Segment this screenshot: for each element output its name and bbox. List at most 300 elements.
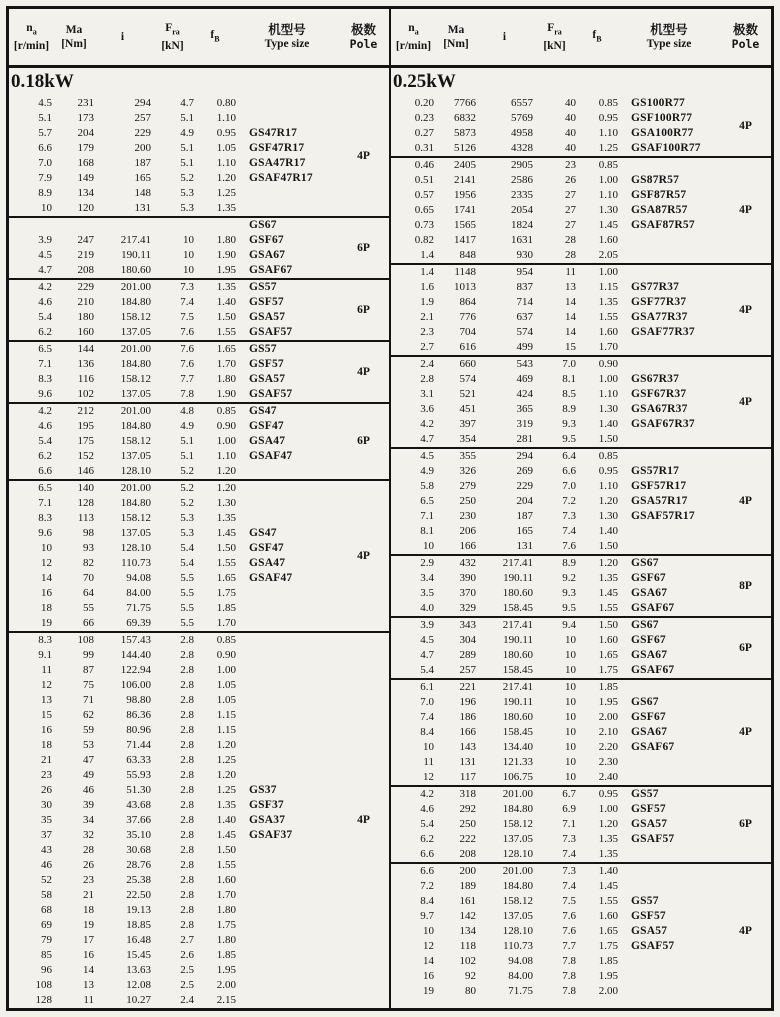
cell-ma: 62 bbox=[83, 709, 94, 721]
cell-fb: 1.25 bbox=[216, 754, 236, 766]
cell-na: 7.0 bbox=[420, 696, 434, 708]
cell-na: 10 bbox=[423, 741, 434, 753]
cell-type-size: GSF67 bbox=[249, 234, 284, 246]
cell-i: 543 bbox=[516, 358, 533, 370]
cell-fb: 1.10 bbox=[598, 127, 618, 139]
cell-ma: 34 bbox=[83, 814, 94, 826]
col-header-radial-force: $F_{ra}$ [kN] bbox=[543, 21, 566, 53]
cell-fb: 1.45 bbox=[598, 219, 618, 231]
cell-type-size: GSF57 bbox=[249, 358, 284, 370]
cell-ma: 59 bbox=[83, 724, 94, 736]
type-group bbox=[9, 402, 389, 479]
cell-na: 7.2 bbox=[420, 880, 434, 892]
cell-fra: 5.3 bbox=[180, 512, 194, 524]
cell-ma: 189 bbox=[459, 880, 476, 892]
cell-i: 19.13 bbox=[126, 904, 151, 916]
cell-type-size bbox=[236, 873, 338, 888]
cell-type-size: GSA57 bbox=[631, 925, 668, 937]
cell-na: 1.6 bbox=[420, 281, 434, 293]
cell-ma: 1565 bbox=[454, 219, 476, 231]
cell-i: 28.76 bbox=[126, 859, 151, 871]
cell-ma: 16 bbox=[83, 949, 94, 961]
cell-type-size: GSAF67 bbox=[631, 602, 675, 614]
cell-fb: 1.85 bbox=[598, 681, 618, 693]
rating-groups bbox=[9, 96, 389, 1008]
cell-na: 7.1 bbox=[38, 358, 52, 370]
cell-fb: 0.85 bbox=[598, 159, 618, 171]
cell-na: 5.8 bbox=[420, 480, 434, 492]
cell-fra: 7.6 bbox=[180, 343, 194, 355]
cell-type-size: GSAF57 bbox=[631, 833, 675, 845]
cell-ma: 208 bbox=[77, 264, 94, 276]
cell-i: 94.08 bbox=[508, 955, 533, 967]
cell-ma: 318 bbox=[459, 788, 476, 800]
cell-i: 110.73 bbox=[121, 557, 151, 569]
cell-i: 144.40 bbox=[120, 649, 151, 661]
cell-ma: 92 bbox=[465, 970, 476, 982]
cell-fra: 11 bbox=[565, 266, 576, 278]
cell-na: 2.8 bbox=[420, 373, 434, 385]
cell-fra: 27 bbox=[565, 189, 576, 201]
cell-na: 108 bbox=[35, 979, 52, 991]
cell-na: 9.6 bbox=[38, 388, 52, 400]
cell-type-size: GSAF67 bbox=[249, 264, 293, 276]
cell-type-size: GS57 bbox=[631, 895, 659, 907]
cell-na: 0.27 bbox=[414, 127, 434, 139]
cell-fb: 1.45 bbox=[598, 880, 618, 892]
cell-ma: 229 bbox=[77, 281, 94, 293]
cell-type-size bbox=[236, 948, 338, 963]
cell-fra: 27 bbox=[565, 219, 576, 231]
cell-ma: 5873 bbox=[454, 127, 476, 139]
cell-ma: 221 bbox=[459, 681, 476, 693]
cell-type-size bbox=[236, 978, 338, 993]
cell-fb: 1.50 bbox=[598, 433, 618, 445]
cell-fb: 1.75 bbox=[216, 919, 236, 931]
cell-i: 6557 bbox=[511, 97, 533, 109]
cell-type-size: GSF100R77 bbox=[631, 112, 693, 124]
cell-i: 22.50 bbox=[126, 889, 151, 901]
table-018kw bbox=[9, 9, 389, 1008]
cell-fb: 1.35 bbox=[216, 281, 236, 293]
cell-ma: 131 bbox=[459, 756, 476, 768]
cell-fra: 27 bbox=[565, 204, 576, 216]
cell-ma: 279 bbox=[459, 480, 476, 492]
cell-fra: 2.8 bbox=[180, 904, 194, 916]
cell-i: 184.80 bbox=[502, 803, 533, 815]
cell-ma: 5126 bbox=[454, 142, 476, 154]
cell-na: 6.6 bbox=[420, 865, 434, 877]
cell-na: 10 bbox=[41, 202, 52, 214]
cell-fra: 7.4 bbox=[562, 848, 576, 860]
cell-i bbox=[94, 218, 151, 233]
cell-fb: 1.40 bbox=[216, 814, 236, 826]
cell-i: 84.00 bbox=[508, 970, 533, 982]
cell-i: 71.75 bbox=[508, 985, 533, 997]
cell-na: 4.7 bbox=[38, 264, 52, 276]
cell-type-size: GSF47R17 bbox=[249, 142, 305, 154]
cell-type-size bbox=[618, 770, 720, 785]
cell-na: 12 bbox=[423, 940, 434, 952]
cell-na: 6.6 bbox=[38, 465, 52, 477]
cell-fra: 6.9 bbox=[562, 803, 576, 815]
cell-fb: 1.00 bbox=[216, 664, 236, 676]
cell-na: 21 bbox=[41, 754, 52, 766]
cell-i: 106.00 bbox=[120, 679, 151, 691]
cell-i: 121.33 bbox=[502, 756, 533, 768]
cell-ma: 136 bbox=[77, 358, 94, 370]
cell-na: 9.7 bbox=[420, 910, 434, 922]
cell-i: 134.40 bbox=[502, 741, 533, 753]
cell-fra: 5.5 bbox=[180, 602, 194, 614]
cell-fra: 7.6 bbox=[180, 358, 194, 370]
cell-fra: 5.5 bbox=[180, 572, 194, 584]
type-group bbox=[391, 263, 771, 355]
cell-type-size bbox=[236, 918, 338, 933]
cell-na: 6.5 bbox=[38, 343, 52, 355]
cell-type-size: GSA47 bbox=[249, 435, 286, 447]
cell-pole: 4P bbox=[739, 726, 752, 738]
cell-i: 1824 bbox=[511, 219, 533, 231]
cell-fb: 0.85 bbox=[598, 97, 618, 109]
cell-fb: 1.25 bbox=[216, 784, 236, 796]
cell-fra: 5.5 bbox=[180, 617, 194, 629]
cell-fra: 10 bbox=[565, 634, 576, 646]
cell-type-size: GSAF57 bbox=[249, 388, 293, 400]
cell-fra: 5.4 bbox=[180, 557, 194, 569]
cell-fb: 1.55 bbox=[598, 895, 618, 907]
cell-i: 158.45 bbox=[502, 602, 533, 614]
cell-fra: 14 bbox=[565, 296, 576, 308]
cell-ma: 521 bbox=[459, 388, 476, 400]
cell-fb: 2.40 bbox=[598, 771, 618, 783]
cell-fb: 1.55 bbox=[216, 326, 236, 338]
cell-i: 229 bbox=[516, 480, 533, 492]
cell-na: 30 bbox=[41, 799, 52, 811]
cell-fb: 1.10 bbox=[216, 157, 236, 169]
cell-i: 180.60 bbox=[502, 587, 533, 599]
cell-na: 68 bbox=[41, 904, 52, 916]
cell-i: 204 bbox=[516, 495, 533, 507]
type-group bbox=[9, 479, 389, 631]
cell-na: 4.5 bbox=[38, 97, 52, 109]
cell-i: 165 bbox=[134, 172, 151, 184]
cell-ma: 1741 bbox=[454, 204, 476, 216]
cell-i: 158.12 bbox=[120, 435, 151, 447]
cell-fb: 0.95 bbox=[598, 465, 618, 477]
cell-ma: 99 bbox=[83, 649, 94, 661]
cell-i: 187 bbox=[516, 510, 533, 522]
cell-type-size bbox=[236, 481, 338, 496]
cell-type-size: GSF87R57 bbox=[631, 189, 687, 201]
cell-type-size: GSF47 bbox=[249, 542, 284, 554]
cell-i: 94.08 bbox=[126, 572, 151, 584]
cell-na: 5.4 bbox=[420, 818, 434, 830]
cell-na: 4.7 bbox=[420, 649, 434, 661]
cell-fb: 1.45 bbox=[598, 587, 618, 599]
cell-fb: 1.70 bbox=[598, 341, 618, 353]
cell-i: 2586 bbox=[511, 174, 533, 186]
cell-fra: 7.6 bbox=[562, 925, 576, 937]
cell-i: 128.10 bbox=[502, 848, 533, 860]
cell-na: 0.73 bbox=[414, 219, 434, 231]
cell-na: 23 bbox=[41, 769, 52, 781]
cell-fra: 5.3 bbox=[180, 202, 194, 214]
cell-fb: 1.60 bbox=[598, 910, 618, 922]
cell-i: 4328 bbox=[511, 142, 533, 154]
cell-fra: 26 bbox=[565, 174, 576, 186]
cell-na: 4.2 bbox=[420, 788, 434, 800]
cell-ma: 230 bbox=[459, 510, 476, 522]
cell-fb: 1.60 bbox=[598, 234, 618, 246]
cell-fra: 40 bbox=[565, 127, 576, 139]
cell-type-size: GSA57 bbox=[631, 818, 668, 830]
cell-ma: 11 bbox=[83, 994, 94, 1006]
cell-fra: 5.2 bbox=[180, 172, 194, 184]
type-group bbox=[391, 785, 771, 862]
cell-na: 12 bbox=[41, 679, 52, 691]
cell-type-size: GSF47 bbox=[249, 420, 284, 432]
cell-i: 128.10 bbox=[120, 542, 151, 554]
cell-type-size: GSA67 bbox=[631, 726, 668, 738]
cell-fb: 1.60 bbox=[216, 874, 236, 886]
cell-fb: 1.10 bbox=[216, 450, 236, 462]
col-header-speed: $n_a$ [r/min] bbox=[395, 21, 432, 53]
cell-ma: 222 bbox=[459, 833, 476, 845]
cell-fb: 1.70 bbox=[216, 358, 236, 370]
cell-ma: 210 bbox=[77, 296, 94, 308]
cell-fb: 1.50 bbox=[216, 542, 236, 554]
cell-fb: 1.60 bbox=[598, 634, 618, 646]
cell-na: 19 bbox=[423, 985, 434, 997]
cell-ma: 19 bbox=[83, 919, 94, 931]
cell-i: 365 bbox=[516, 403, 533, 415]
cell-na: 2.7 bbox=[420, 341, 434, 353]
cell-ma: 140 bbox=[77, 482, 94, 494]
cell-ma: 326 bbox=[459, 465, 476, 477]
cell-fb: 1.10 bbox=[598, 388, 618, 400]
cell-ma: 143 bbox=[459, 741, 476, 753]
cell-fra: 2.6 bbox=[180, 949, 194, 961]
cell-fb: 1.50 bbox=[216, 844, 236, 856]
cell-na: 4.5 bbox=[420, 450, 434, 462]
cell-type-size: GSA100R77 bbox=[631, 127, 694, 139]
cell-fb: 0.85 bbox=[216, 634, 236, 646]
cell-fra: 7.4 bbox=[562, 525, 576, 537]
cell-na: 8.3 bbox=[38, 512, 52, 524]
cell-ma: 80 bbox=[465, 985, 476, 997]
cell-na: 10 bbox=[423, 540, 434, 552]
cell-fra: 2.8 bbox=[180, 859, 194, 871]
cell-fra: 2.8 bbox=[180, 829, 194, 841]
cell-fb: 1.35 bbox=[216, 202, 236, 214]
cell-ma: 117 bbox=[459, 771, 476, 783]
cell-ma: 98 bbox=[83, 527, 94, 539]
cell-na: 8.1 bbox=[420, 525, 434, 537]
cell-type-size: GSAF37 bbox=[249, 829, 293, 841]
cell-fra: 4.9 bbox=[180, 420, 194, 432]
cell-pole: 4P bbox=[357, 814, 370, 826]
type-group bbox=[391, 862, 771, 999]
cell-pole: 4P bbox=[357, 149, 370, 162]
cell-type-size: GSF37 bbox=[249, 799, 284, 811]
cell-fb: 1.35 bbox=[216, 512, 236, 524]
cell-na: 10 bbox=[423, 925, 434, 937]
cell-na: 6.2 bbox=[38, 450, 52, 462]
cell-type-size bbox=[618, 984, 720, 999]
cell-i: 158.45 bbox=[502, 726, 533, 738]
cell-ma: 2405 bbox=[454, 159, 476, 171]
cell-fra: 2.8 bbox=[180, 844, 194, 856]
col-header-pole: 极数 Pole bbox=[349, 22, 378, 51]
cell-ma: 292 bbox=[459, 803, 476, 815]
cell-na: 85 bbox=[41, 949, 52, 961]
cell-na: 1.4 bbox=[420, 249, 434, 261]
cell-na: 79 bbox=[41, 934, 52, 946]
cell-type-size: GSF77R37 bbox=[631, 296, 687, 308]
cell-na: 4.5 bbox=[420, 634, 434, 646]
cell-fb: 0.90 bbox=[216, 420, 236, 432]
cell-type-size: GS87R57 bbox=[631, 174, 680, 186]
cell-fra: 2.8 bbox=[180, 799, 194, 811]
cell-na: 0.31 bbox=[414, 142, 434, 154]
cell-na: 7.1 bbox=[420, 510, 434, 522]
cell-fra: 2.8 bbox=[180, 664, 194, 676]
cell-fra: 7.7 bbox=[180, 373, 194, 385]
cell-ma: 128 bbox=[77, 497, 94, 509]
cell-fb: 1.90 bbox=[216, 388, 236, 400]
cell-pole: 4P bbox=[357, 365, 370, 378]
cell-type-size bbox=[236, 723, 338, 738]
cell-type-size: GSF57 bbox=[631, 803, 666, 815]
cell-type-size: GSA57R17 bbox=[631, 495, 688, 507]
cell-fra: 7.8 bbox=[562, 985, 576, 997]
cell-na: 11 bbox=[41, 664, 52, 676]
cell-fra: 9.2 bbox=[562, 572, 576, 584]
cell-type-size bbox=[618, 432, 720, 447]
power-rating-label: 0.25kW bbox=[393, 71, 456, 92]
col-header-ratio: i bbox=[502, 31, 507, 43]
type-group bbox=[391, 355, 771, 447]
cell-ma: 49 bbox=[83, 769, 94, 781]
cell-fb: 1.55 bbox=[216, 557, 236, 569]
cell-type-size bbox=[236, 768, 338, 783]
cell-fra: 7.4 bbox=[562, 880, 576, 892]
cell-ma: 397 bbox=[459, 418, 476, 430]
cell-na: 14 bbox=[423, 955, 434, 967]
cell-i: 80.96 bbox=[126, 724, 151, 736]
cell-pole: 4P bbox=[739, 395, 752, 408]
cell-pole: 4P bbox=[739, 119, 752, 132]
cell-ma: 66 bbox=[83, 617, 94, 629]
cell-i: 257 bbox=[134, 112, 151, 124]
cell-fra: 2.4 bbox=[180, 994, 194, 1006]
cell-fb: 1.40 bbox=[598, 525, 618, 537]
cell-fb: 1.35 bbox=[216, 799, 236, 811]
cell-fra: 8.9 bbox=[562, 557, 576, 569]
cell-type-size bbox=[618, 524, 720, 539]
cell-type-size bbox=[236, 648, 338, 663]
cell-i: 294 bbox=[134, 97, 151, 109]
cell-ma: 257 bbox=[459, 664, 476, 676]
cell-fb: 2.00 bbox=[598, 985, 618, 997]
cell-fra: 10 bbox=[565, 741, 576, 753]
col-header-radial-force: $F_{ra}$ [kN] bbox=[161, 21, 184, 53]
cell-fra: 5.4 bbox=[180, 542, 194, 554]
cell-type-size: GS57 bbox=[631, 788, 659, 800]
cell-fb: 1.65 bbox=[598, 925, 618, 937]
cell-na: 8.4 bbox=[420, 726, 434, 738]
col-header-service-factor: $f_B$ bbox=[210, 28, 220, 44]
cell-type-size: GS57R17 bbox=[631, 465, 680, 477]
cell-ma: 180 bbox=[77, 311, 94, 323]
cell-fb: 1.00 bbox=[598, 803, 618, 815]
cell-fb: 1.75 bbox=[598, 664, 618, 676]
cell-ma: 166 bbox=[459, 726, 476, 738]
cell-fb: 1.50 bbox=[216, 311, 236, 323]
cell-type-size: GSAF57 bbox=[249, 326, 293, 338]
cell-i: 180.60 bbox=[502, 711, 533, 723]
cell-na: 4.2 bbox=[38, 405, 52, 417]
col-header-speed: $n_a$ [r/min] bbox=[13, 21, 50, 53]
cell-type-size: GSAF47R17 bbox=[249, 172, 313, 184]
cell-fra: 7.6 bbox=[562, 540, 576, 552]
cell-i: 51.30 bbox=[126, 784, 151, 796]
cell-i: 137.05 bbox=[502, 833, 533, 845]
cell-na: 8.3 bbox=[38, 634, 52, 646]
cell-fb: 1.70 bbox=[216, 617, 236, 629]
cell-i: 86.36 bbox=[126, 709, 151, 721]
cell-type-size bbox=[236, 708, 338, 723]
cell-fb: 1.20 bbox=[598, 557, 618, 569]
cell-na: 16 bbox=[423, 970, 434, 982]
cell-i: 954 bbox=[516, 266, 533, 278]
cell-fra: 5.2 bbox=[180, 482, 194, 494]
cell-i: 2335 bbox=[511, 189, 533, 201]
cell-na: 6.1 bbox=[420, 681, 434, 693]
cell-na: 18 bbox=[41, 739, 52, 751]
type-group bbox=[391, 554, 771, 616]
cell-fra: 7.0 bbox=[562, 480, 576, 492]
cell-ma: 1956 bbox=[454, 189, 476, 201]
cell-na: 11 bbox=[423, 756, 434, 768]
cell-na: 5.4 bbox=[38, 435, 52, 447]
cell-type-size: GSA57 bbox=[249, 373, 286, 385]
cell-type-size bbox=[618, 357, 720, 372]
cell-fb: 1.65 bbox=[216, 572, 236, 584]
cell-fb: 1.40 bbox=[216, 296, 236, 308]
cell-na: 0.23 bbox=[414, 112, 434, 124]
cell-i: 499 bbox=[516, 341, 533, 353]
cell-ma: 13 bbox=[83, 979, 94, 991]
col-header-pole: 极数 Pole bbox=[731, 22, 760, 51]
cell-type-size bbox=[236, 678, 338, 693]
cell-ma: 451 bbox=[459, 403, 476, 415]
cell-fra: 2.8 bbox=[180, 754, 194, 766]
cell-fb: 2.05 bbox=[598, 249, 618, 261]
cell-type-size: GSAF47 bbox=[249, 572, 293, 584]
cell-fra: 7.6 bbox=[180, 326, 194, 338]
cell-type-size bbox=[236, 186, 338, 201]
cell-fb: 1.50 bbox=[598, 619, 618, 631]
cell-ma: 289 bbox=[459, 649, 476, 661]
cell-na: 7.1 bbox=[38, 497, 52, 509]
cell-fb: 1.80 bbox=[216, 904, 236, 916]
cell-ma: 432 bbox=[459, 557, 476, 569]
cell-ma: 161 bbox=[459, 895, 476, 907]
cell-type-size bbox=[236, 511, 338, 526]
cell-i: 110.73 bbox=[503, 940, 533, 952]
